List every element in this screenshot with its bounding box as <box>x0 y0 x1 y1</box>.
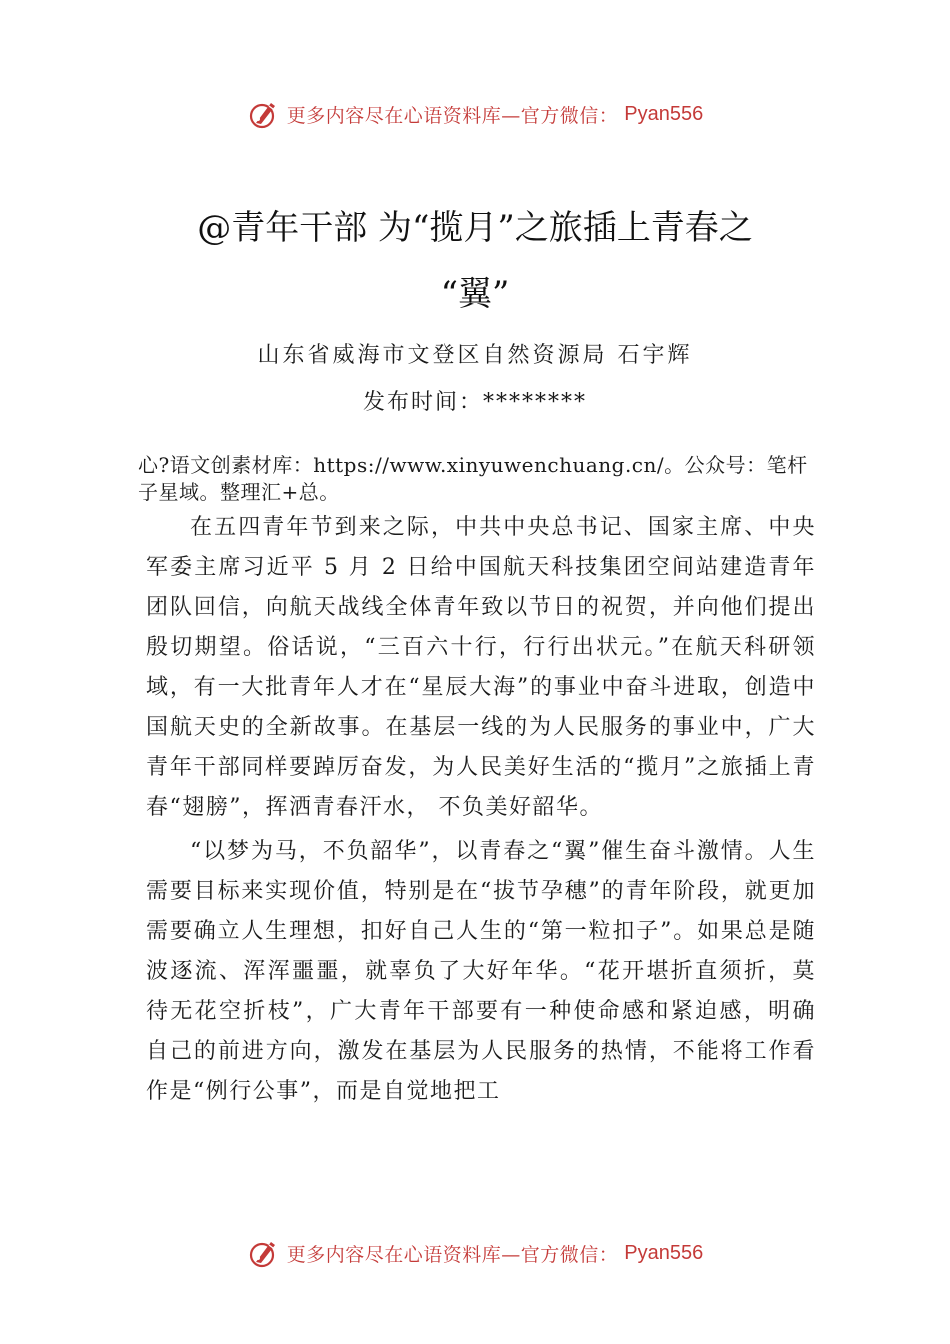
article-title-line-1: @青年干部 为“揽月”之旅插上青春之 <box>197 208 753 248</box>
banner-text: 更多内容尽在心语资料库—官方微信： <box>286 1243 619 1266</box>
quill-pen-logo-icon <box>247 97 281 131</box>
header-watermark-banner <box>0 94 950 134</box>
footer-watermark-banner <box>0 1233 950 1273</box>
source-note: 心?语文创素材库：https://www.xinyuwenchuang.cn/。公众号：笔杆子星域。整理汇+总。 <box>138 453 808 504</box>
quill-pen-logo-icon <box>247 1236 281 1270</box>
publish-time: 发布时间：******** <box>362 390 587 415</box>
banner-wechat-id: Pyan556 <box>624 102 704 125</box>
article-title-line-2: “翼” <box>440 274 510 314</box>
article-author: 山东省威海市文登区自然资源局 石宇辉 <box>257 343 693 368</box>
paragraph-1: 在五四青年节到来之际，中共中央总书记、国家主席、中央军委主席习近平 5 月 2 日给中国航天科技集团空间站建造青年团队回信，向航天战线全体青年致以节日的祝贺，并向他们提出殷切期望。俗话说，“三百六十行，行行出状元。”在航天科研领域，有一大批青年人才在“星辰大海”的事业中奋斗进取，创造中国航天史的全新故事。在基层一线的为人民服务的事业中，广大青年干部同样要踔厉奋发，为人民美好生活的“揽月”之旅插上青春“翅膀”，挥洒青春汗水， 不负美好韶华。 <box>146 515 816 820</box>
banner-wechat-id: Pyan556 <box>624 1241 704 1264</box>
article-body <box>146 508 816 1112</box>
paragraph-2: “以梦为马，不负韶华”，以青春之“翼”催生奋斗激情。人生需要目标来实现价值，特别是在“拔节孕穗”的青年阶段，就更加需要确立人生理想，扣好自己人生的“第一粒扣子”。如果总是随波逐流、浑浑噩噩，就辜负了大好年华。“花开堪折直须折，莫待无花空折枝”，广大青年干部要有一种使命感和紧迫感，明确自己的前进方向，激发在基层为人民服务的热情，不能将工作看作是“例行公事”，而是自觉地把工 <box>146 839 816 1104</box>
banner-text: 更多内容尽在心语资料库—官方微信： <box>286 104 619 127</box>
